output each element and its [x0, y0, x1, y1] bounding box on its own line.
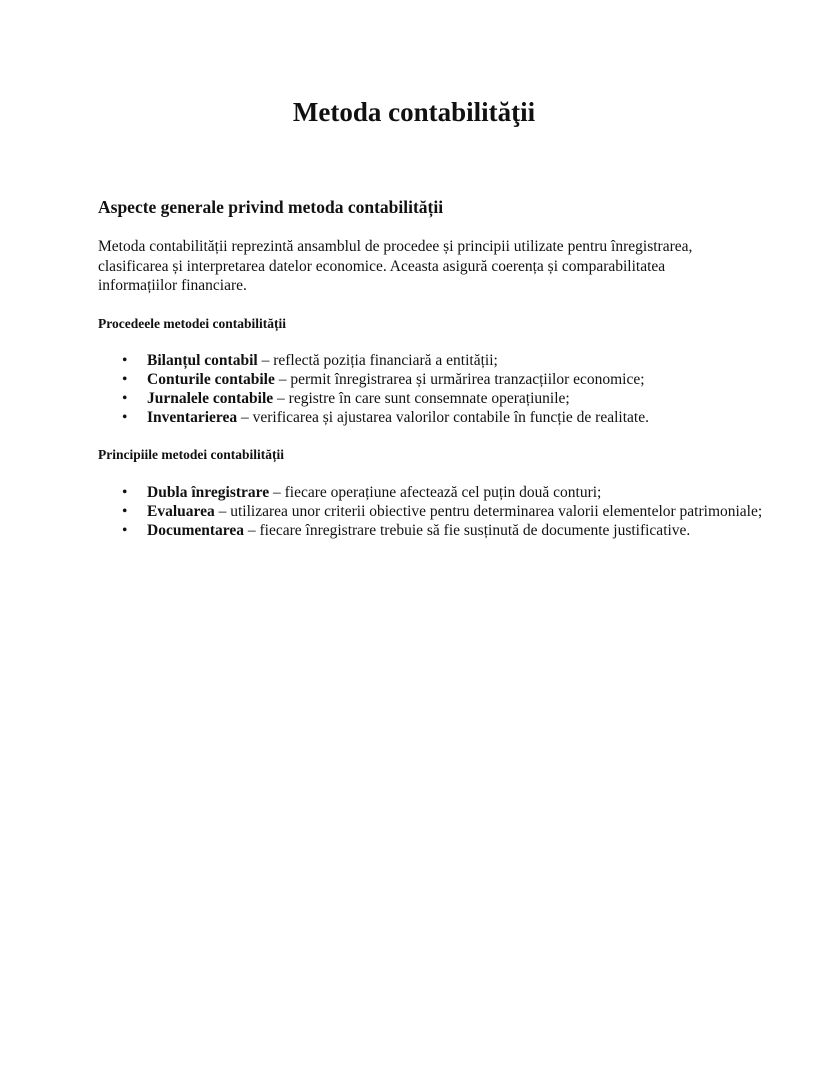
item-term: Evaluarea: [147, 503, 215, 520]
bullet-icon: •: [122, 484, 128, 501]
item-desc: – reflectă poziția financiară a entității;: [257, 352, 498, 369]
list-item: [122, 351, 787, 370]
list-item: [122, 389, 787, 408]
bullet-icon: •: [122, 352, 128, 369]
item-desc: – utilizarea unor criterii obiective pentru determinarea valorii elementelor patrimoniale;: [214, 503, 763, 520]
list-item: [122, 483, 787, 502]
bullet-icon: •: [122, 522, 128, 539]
bullet-icon: •: [122, 371, 128, 388]
item-desc: – fiecare operațiune afectează cel puțin două conturi;: [269, 484, 602, 501]
list-item: [122, 408, 787, 427]
item-term: Inventarierea: [147, 409, 238, 426]
principii-heading: Principiile metodei contabilității: [98, 447, 284, 462]
list-item: [122, 521, 787, 540]
list-item: [122, 502, 787, 521]
item-desc: – verificarea și ajustarea valorilor contabile în funcție de realitate.: [237, 409, 649, 426]
item-term: Documentarea: [147, 522, 244, 539]
item-term: Dubla înregistrare: [147, 484, 270, 501]
section-heading: Aspecte generale privind metoda contabilității: [98, 197, 444, 217]
item-desc: – permit înregistrarea și urmărirea tranzacțiilor economice;: [274, 371, 645, 388]
bullet-icon: •: [122, 390, 128, 407]
intro-paragraph: Metoda contabilității reprezintă ansamblul de procedee și principii utilizate pentru înregistrarea, clasificarea și interpretarea datelor economice. Aceasta asigură coerența și comparabilitatea informațiilor financiare.: [98, 238, 693, 294]
item-term: Conturile contabile: [147, 371, 275, 388]
item-term: Jurnalele contabile: [147, 390, 274, 407]
bullet-icon: •: [122, 409, 128, 426]
item-desc: – fiecare înregistrare trebuie să fie susținută de documente justificative.: [244, 522, 691, 539]
list-item: [122, 370, 787, 389]
bullet-icon: •: [122, 503, 128, 520]
item-desc: – registre în care sunt consemnate operațiunile;: [273, 390, 570, 407]
principii-list: [98, 483, 787, 540]
procedee-heading: Procedeele metodei contabilității: [98, 316, 286, 331]
document-title: Metoda contabilităţii: [292, 97, 536, 127]
procedee-list: [98, 351, 787, 427]
item-term: Bilanțul contabil: [147, 352, 258, 369]
